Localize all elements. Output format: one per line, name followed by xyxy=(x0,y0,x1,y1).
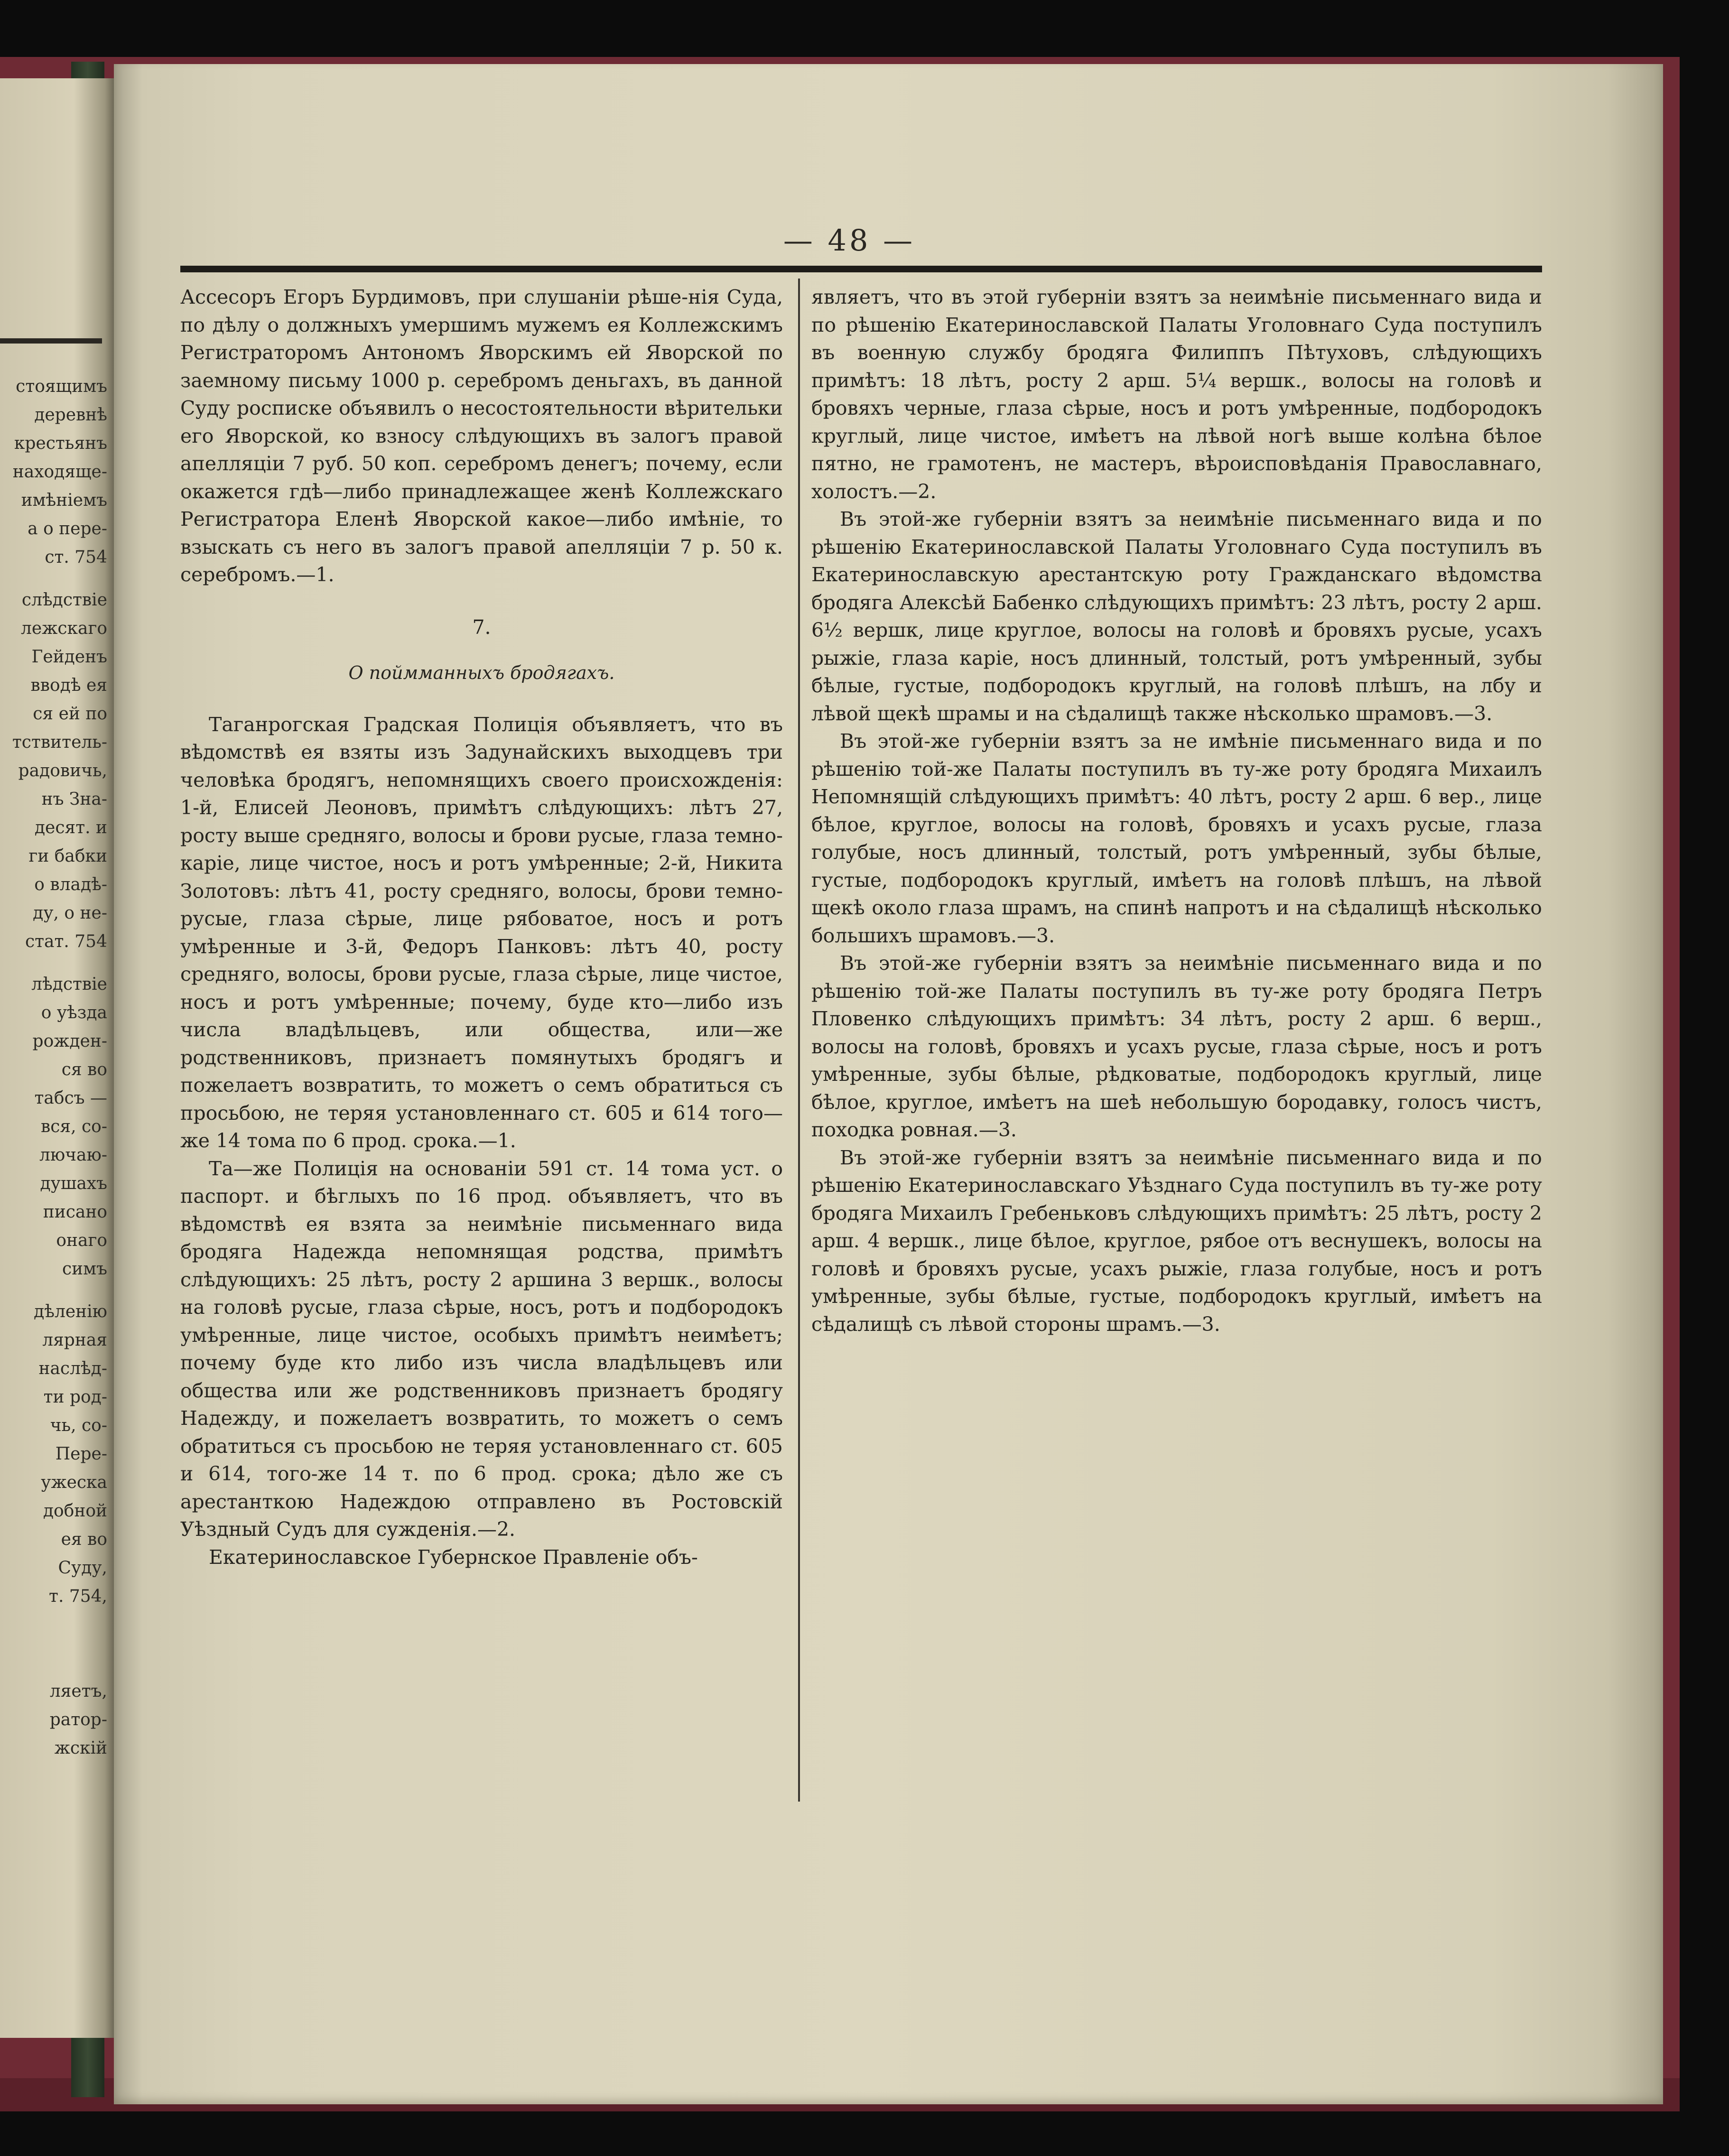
previous-page-line: крестьянъ xyxy=(14,434,107,453)
previous-page-line: дѣленію xyxy=(34,1302,107,1321)
left-column xyxy=(180,283,783,1571)
previous-page-line: писано xyxy=(43,1202,107,1222)
previous-page-line: душахъ xyxy=(40,1174,107,1193)
previous-page-line: онаго xyxy=(56,1231,107,1250)
previous-page-line: вводѣ ея xyxy=(30,676,107,695)
previous-page-line: слѣдствіе xyxy=(21,590,107,610)
previous-page-line: а о пере- xyxy=(28,519,107,539)
previous-page-line: ляетъ, xyxy=(49,1682,107,1701)
header-rule xyxy=(180,266,1542,272)
previous-page-line: вся, со- xyxy=(40,1117,107,1136)
page-number: — 48 — xyxy=(783,223,916,258)
paragraph: Екатеринославское Губернское Правленіе объ- xyxy=(209,1545,698,1569)
paragraph: Въ этой-же губерніи взятъ за неимѣніе письменнаго вида и по рѣшенію той-же Палаты поступилъ въ ту-же роту бродяга Петръ Пловенко слѣдующихъ примѣтъ: 34 лѣтъ, росту 2 арш. 6 верш., волосы на головѣ, бровяхъ и усахъ русые, глаза сѣрые, носъ и ротъ умѣренные, зубы бѣлые, рѣдковатые, подбородокъ круглый, лице бѣлое, круглое, имѣетъ на шеѣ небольшую бородавку, голосъ чистъ, походка ровная.—3. xyxy=(811,952,1542,1141)
paragraph: Ассесоръ Егоръ Бурдимовъ, при слушаніи рѣше-нія Суда, по дѣлу о должныхъ умершимъ мужемъ ея Коллежскимъ Регистраторомъ Антономъ Яворскимъ ей Яворской по заемному письму 1000 р. серебромъ деньгахъ, въ данной Суду росписке объявилъ о несостоятельности вѣрительки его Яворской, ко взносу слѣдующихъ въ залогъ правой апелляціи 7 руб. 50 коп. серебромъ денегъ; почему, если окажется гдѣ—либо принадлежащее женѣ Коллежскаго Регистратора Еленѣ Яворской какое—либо имѣніе, то взыскать съ него въ залогъ правой апелляціи 7 р. 50 к. серебромъ.—1. xyxy=(180,286,783,586)
previous-page-line: т. 754, xyxy=(49,1587,107,1606)
paragraph: Въ этой-же губерніи взятъ за неимѣніе письменнаго вида и по рѣшенію Екатеринославскаго Уѣзднаго Суда поступилъ въ ту-же роту бродяга Михаилъ Гребеньковъ слѣдующихъ примѣтъ: 25 лѣтъ, росту 2 арш. 4 вершк., лице бѣлое, круглое, рябое отъ веснушекъ, волосы на головѣ и бровяхъ русые, усахъ рыжіе, глаза голубые, носъ и ротъ умѣренные, зубы бѣлые, густые, подбородокъ круглый, имѣетъ на сѣдалищѣ съ лѣвой стороны шрамъ.—3. xyxy=(811,1146,1542,1336)
previous-page-fragment xyxy=(0,78,114,2038)
previous-page-rule xyxy=(0,338,102,344)
previous-page-line: Суду, xyxy=(58,1558,107,1578)
previous-page-line: ея во xyxy=(61,1530,107,1549)
previous-page-line: ратор- xyxy=(49,1710,107,1729)
section-number: 7. xyxy=(472,615,491,639)
previous-page-line: ги бабки xyxy=(28,846,107,866)
previous-page-line: добной xyxy=(43,1501,107,1521)
previous-page-line: наслѣд- xyxy=(38,1359,107,1378)
previous-page-line: стат. 754 xyxy=(25,932,107,951)
previous-page-line: о владѣ- xyxy=(34,875,107,894)
previous-page-line: тствитель- xyxy=(12,733,107,752)
previous-page-line: табсъ — xyxy=(34,1088,107,1108)
previous-page-line: Гейденъ xyxy=(31,647,107,667)
previous-page-line: ся во xyxy=(61,1060,107,1079)
previous-page-line: жскій xyxy=(54,1738,107,1758)
paragraph: Въ этой-же губерніи взятъ за не имѣніе письменнаго вида и по рѣшенію той-же Палаты поступилъ въ ту-же роту бродяга Михаилъ Непомнящій слѣдующихъ примѣтъ: 40 лѣтъ, росту 2 арш. 6 вер., лице бѣлое, круглое, волосы на головѣ, бровяхъ и усахъ русые, глаза голубые, носъ длинный, толстый, ротъ умѣренный, зубы бѣлые, густые, подбородокъ круглый, имѣетъ на головѣ плѣшъ, на лѣвой щекѣ около глаза шрамъ, на спинѣ напротъ и на сѣдалищѣ нѣсколько большихъ шрамовъ.—3. xyxy=(811,730,1542,947)
previous-page-line: нъ Зна- xyxy=(41,790,107,809)
previous-page-line: ужеска xyxy=(41,1473,107,1492)
previous-page-line: ти род- xyxy=(43,1387,107,1407)
previous-page-line: радовичь, xyxy=(18,761,107,781)
paragraph: Таганрогская Градская Полиція объявляетъ, что въ вѣдомствѣ ея взяты изъ Задунайскихъ выходцевъ три человѣка бродягъ, непомнящихъ своего происхожденія: 1-й, Елисей Леоновъ, примѣтъ слѣдующихъ: лѣтъ 27, росту выше средняго, волосы и брови русые, глаза темно-каріе, лице чистое, носъ и ротъ умѣренные; 2-й, Никита Золотовъ: лѣтъ 41, росту средняго, волосы, брови темно-русые, глаза сѣрые, лице рябоватое, носъ и ротъ умѣренные и 3-й, Федоръ Панковъ: лѣтъ 40, росту средняго, волосы, брови русые, глаза сѣрые, лице чистое, носъ и ротъ умѣренные; почему, буде кто—либо изъ числа владѣльцевъ, или общества, или—же родственниковъ, признаетъ помянутыхъ бродягъ и пожелаетъ возвратить, то можетъ о семъ обратиться съ просьбою, не теряя установленнаго ст. 605 и 614 того—же 14 тома по 6 прод. срока.—1. xyxy=(180,713,783,1152)
previous-page-line: чь, со- xyxy=(50,1416,107,1435)
previous-page-line: стоящимъ xyxy=(16,377,107,396)
paragraph: Та—же Полиція на основаніи 591 ст. 14 тома уст. о паспорт. и бѣглыхъ по 16 прод. объявляетъ, что въ вѣдомствѣ ея взята за неимѣніе письменнаго вида бродяга Надежда непомнящая родства, примѣтъ слѣдующихъ: 25 лѣтъ, росту 2 аршина 3 вершк., волосы на головѣ русые, глаза сѣрые, носъ, ротъ и подбородокъ умѣренные, лице чистое, особыхъ примѣтъ неимѣетъ; почему буде кто либо изъ числа владѣльцевъ или общества или же родственниковъ признаетъ бродягу Надежду, и пожелаетъ возвратить, то можетъ о семъ обратиться съ просьбою не теряя установленнаго ст. 605 и 614, того-же 14 т. по 6 прод. срока; дѣло же съ арестанткою Надеждою отправлено въ Ростовскій Уѣздный Судъ для сужденія.—2. xyxy=(180,1157,783,1541)
paragraph: Въ этой-же губерніи взятъ за неимѣніе письменнаго вида и по рѣшенію Екатеринославской Палаты Уголовнаго Суда поступилъ въ Екатеринославскую арестантскую роту Гражданскаго вѣдомства бродяга Алексѣй Бабенко слѣдующихъ примѣтъ: 23 лѣтъ, росту 2 арш. 6½ вершк, лице круглое, волосы на головѣ и бровяхъ русые, усахъ рыжіе, глаза каріе, носъ длинный, толстый, ротъ умѣренный, зубы бѣлые, густые, подбородокъ круглый, на головѣ плѣшъ, на лбу и лѣвой щекѣ шрамы и на сѣдалищѣ также нѣсколько шрамовъ.—3. xyxy=(811,508,1543,725)
previous-page-line: лярная xyxy=(42,1330,107,1350)
previous-page-line: находяще- xyxy=(12,462,107,482)
previous-page-line: лѣдствіе xyxy=(31,975,107,994)
right-column xyxy=(811,283,1542,1338)
column-divider xyxy=(798,279,800,1802)
previous-page-line: ся ей по xyxy=(33,704,107,724)
document-page xyxy=(114,64,1663,2104)
previous-page-line: десят. и xyxy=(34,818,107,837)
section-title: О поймманныхъ бродягахъ. xyxy=(348,662,615,683)
previous-page-line: Пере- xyxy=(55,1444,107,1464)
previous-page-line: рожден- xyxy=(32,1032,107,1051)
previous-page-line: ст. 754 xyxy=(45,548,107,567)
previous-page-line: лючаю- xyxy=(39,1145,107,1165)
previous-page-text xyxy=(0,372,107,1763)
previous-page-line: имѣніемъ xyxy=(21,491,107,510)
previous-page-line: ду, о не- xyxy=(33,903,107,923)
previous-page-line: о уѣзда xyxy=(41,1003,107,1022)
previous-page-line: лежскаго xyxy=(21,619,107,638)
paragraph: являетъ, что въ этой губерніи взятъ за неимѣніе письменнаго вида и по рѣшенію Екатеринославской Палаты Уголовнаго Суда поступилъ въ военную службу бродяга Филиппъ Пѣтуховъ, слѣдующихъ примѣтъ: 18 лѣтъ, росту 2 арш. 5¼ вершк., волосы на головѣ и бровяхъ черные, глаза сѣрые, носъ и ротъ умѣренные, подбородокъ круглый, лице чистое, имѣетъ на лѣвой ногѣ выше колѣна бѣлое пятно, не грамотенъ, не мастеръ, вѣроисповѣданія Православнаго, холостъ.—2. xyxy=(811,286,1542,503)
previous-page-line: деревнѣ xyxy=(34,405,107,425)
previous-page-line: симъ xyxy=(62,1259,107,1279)
